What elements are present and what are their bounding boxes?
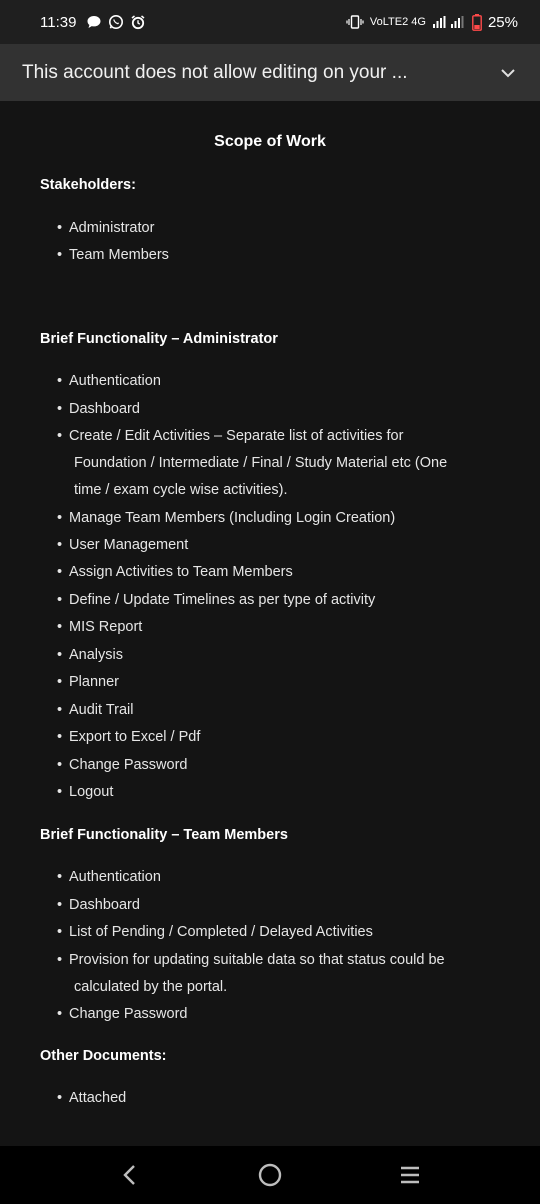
list-item: • Administrator [57, 220, 155, 236]
list-item: • User Management [57, 537, 189, 553]
chat-bubble-icon [86, 14, 102, 30]
heading-other-documents: Other Documents: [40, 1048, 167, 1064]
list-item: • Logout [57, 784, 114, 800]
home-icon [257, 1162, 283, 1188]
list-item: • Define / Update Timelines as per type of activity [57, 592, 376, 608]
list-item: • MIS Report [57, 619, 143, 635]
home-button[interactable] [250, 1155, 290, 1195]
list-item: • Change Password [57, 757, 188, 773]
status-time: 11:39 [40, 13, 77, 31]
document-title: Scope of Work [214, 133, 326, 150]
list-item: • Assign Activities to Team Members [57, 564, 293, 580]
status-bar [0, 0, 540, 44]
list-item: • Attached [57, 1090, 127, 1106]
list-item: • Manage Team Members (Including Login Creation) [57, 510, 396, 526]
system-navigation-bar [0, 1146, 540, 1204]
list-item: • Authentication [57, 373, 161, 389]
list-item: • Export to Excel / Pdf [57, 729, 201, 745]
vibrate-icon [346, 15, 364, 29]
whatsapp-icon [108, 14, 124, 30]
list-item: • Dashboard [57, 401, 140, 417]
network-label: VoLTE2 4G [369, 16, 426, 28]
recents-icon [398, 1164, 422, 1186]
alarm-icon [130, 14, 146, 30]
back-icon [120, 1163, 140, 1187]
heading-admin-functionality: Brief Functionality – Administrator [40, 331, 278, 347]
list-item: • Dashboard [57, 897, 140, 913]
banner-message: This account does not allow editing on your ... [22, 61, 408, 83]
signal-icon [432, 15, 466, 29]
list-item: • Planner [57, 674, 119, 690]
chevron-down-icon[interactable] [498, 63, 518, 83]
list-item: • Analysis [57, 647, 123, 663]
document-view[interactable] [0, 101, 540, 1146]
battery-icon [472, 14, 482, 31]
list-item: • Team Members [57, 247, 169, 263]
editing-restriction-banner[interactable] [0, 44, 540, 101]
battery-percentage: 25% [487, 13, 518, 31]
list-item: • Authentication [57, 869, 161, 885]
recents-button[interactable] [390, 1155, 430, 1195]
system-icons [346, 14, 518, 31]
heading-stakeholders: Stakeholders: [40, 177, 136, 193]
list-item: • List of Pending / Completed / Delayed Activities [57, 924, 373, 940]
list-item: • Audit Trail [57, 702, 134, 718]
notification-icons [86, 14, 146, 30]
list-item: • Provision for updating suitable data so that status could be calculated by the portal. [57, 952, 445, 995]
list-item: • Change Password [57, 1006, 188, 1022]
back-button[interactable] [110, 1155, 150, 1195]
list-item: • Create / Edit Activities – Separate list of activities for Foundation / Intermediate / Final / Study Material etc (One time / exam cycle wise activities). [57, 428, 448, 498]
heading-team-functionality: Brief Functionality – Team Members [40, 827, 288, 843]
